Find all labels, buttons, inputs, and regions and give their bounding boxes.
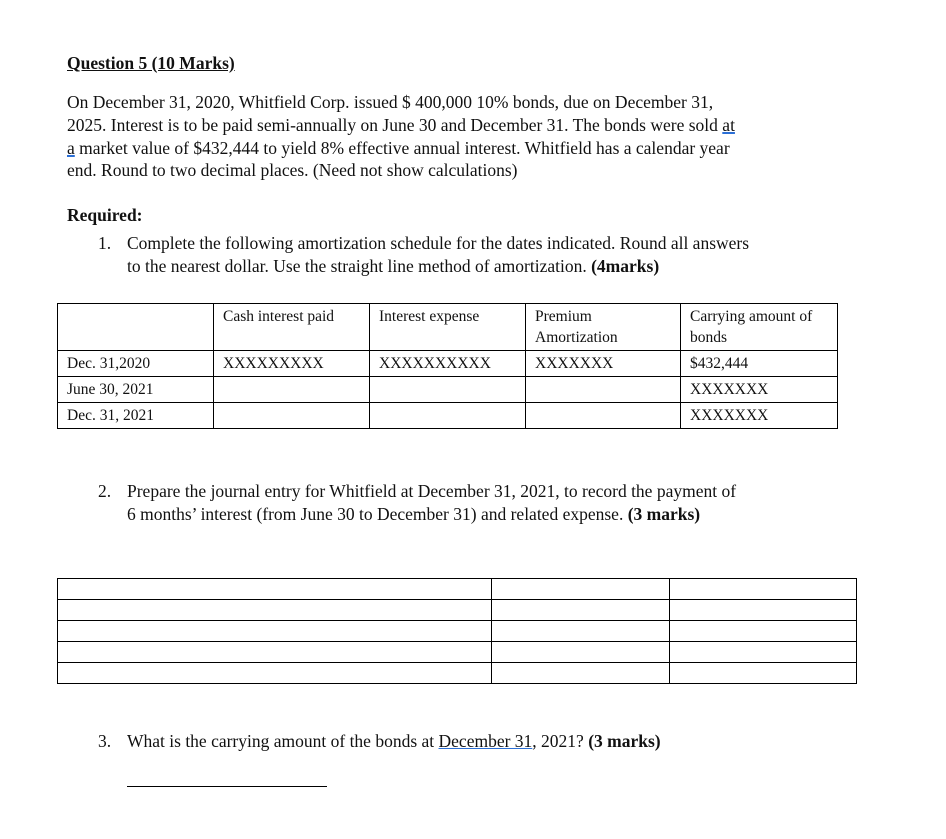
schedule-header-row (58, 304, 838, 351)
question-intro (67, 91, 847, 182)
table-cell-input[interactable] (370, 377, 526, 403)
part-3-marks: (3 marks) (588, 731, 661, 751)
part-3-number: 3. (98, 731, 112, 751)
table-cell: $432,444 (681, 351, 838, 377)
part-2-instruction (98, 480, 868, 530)
header-cell-cash-interest: Cash interest paid (214, 304, 370, 351)
part-3-text-before: What is the carrying amount of the bonds at (127, 731, 439, 751)
table-cell-input[interactable] (526, 403, 681, 429)
intro-line-1: On December 31, 2020, Whitfield Corp. issued $ 400,000 10% bonds, due on December 31, (67, 92, 714, 112)
journal-row (58, 579, 857, 600)
part-1-instruction (98, 232, 858, 282)
journal-debit-cell[interactable] (492, 579, 670, 600)
part-2-line-1: Prepare the journal entry for Whitfield at December 31, 2021, to record the payment of (127, 481, 737, 501)
journal-row (58, 642, 857, 663)
part-2-line-2: 6 months’ interest (from June 30 to December 31) and related expense. (127, 504, 628, 524)
intro-line-4: end. Round to two decimal places. (Need not show calculations) (67, 160, 518, 181)
header-cell-carrying-amount: Carrying amount of bonds (681, 304, 838, 351)
part-3-text-after: , 2021? (532, 731, 589, 751)
journal-credit-cell[interactable] (670, 642, 857, 663)
journal-credit-cell[interactable] (670, 579, 857, 600)
journal-entry-table (57, 578, 857, 684)
part-2-marks: (3 marks) (627, 504, 701, 524)
journal-debit-cell[interactable] (492, 600, 670, 621)
intro-line-2: 2025. Interest is to be paid semi-annually on June 30 and December 31. The bonds were sold (67, 114, 723, 135)
table-cell: XXXXXXXXX (214, 351, 370, 377)
journal-account-cell[interactable] (58, 663, 492, 684)
table-cell: Dec. 31,2020 (58, 351, 214, 377)
table-cell: June 30, 2021 (58, 377, 214, 403)
journal-row (58, 663, 857, 684)
journal-credit-cell[interactable] (670, 663, 857, 684)
part-1-marks: (4marks) (591, 256, 660, 276)
part-3-date-link: December 31 (438, 731, 533, 751)
table-cell-input[interactable] (214, 377, 370, 403)
amortization-schedule-table (57, 303, 838, 429)
journal-account-cell[interactable] (58, 621, 492, 642)
intro-link-a: a (67, 137, 75, 158)
header-cell-date (58, 304, 214, 351)
part-3-instruction (98, 730, 868, 760)
table-row (58, 351, 838, 377)
table-cell: XXXXXXX (681, 403, 838, 429)
journal-account-cell[interactable] (58, 642, 492, 663)
table-cell-input[interactable] (526, 377, 681, 403)
journal-credit-cell[interactable] (670, 600, 857, 621)
answer-line[interactable] (127, 786, 327, 787)
table-row (58, 403, 838, 429)
intro-link-at: at (722, 114, 735, 135)
required-label: Required: (67, 205, 143, 225)
header-cell-interest-expense: Interest expense (370, 304, 526, 351)
journal-debit-cell[interactable] (492, 621, 670, 642)
table-cell: Dec. 31, 2021 (58, 403, 214, 429)
question-title: Question 5 (10 Marks) (67, 53, 235, 73)
header-cell-premium-amortization: Premium Amortization (526, 304, 681, 351)
journal-debit-cell[interactable] (492, 663, 670, 684)
table-row (58, 377, 838, 403)
journal-account-cell[interactable] (58, 600, 492, 621)
journal-account-cell[interactable] (58, 579, 492, 600)
table-cell: XXXXXXXXXX (370, 351, 526, 377)
journal-debit-cell[interactable] (492, 642, 670, 663)
table-cell-input[interactable] (370, 403, 526, 429)
intro-line-3: market value of $432,444 to yield 8% effective annual interest. Whitfield has a calendar year (74, 137, 730, 158)
journal-row (58, 600, 857, 621)
part-1-line-2: to the nearest dollar. Use the straight line method of amortization. (127, 256, 592, 276)
journal-credit-cell[interactable] (670, 621, 857, 642)
part-1-number: 1. (98, 233, 112, 253)
journal-row (58, 621, 857, 642)
table-cell: XXXXXXX (681, 377, 838, 403)
table-cell-input[interactable] (214, 403, 370, 429)
part-1-line-1: Complete the following amortization schedule for the dates indicated. Round all answers (127, 233, 750, 253)
part-2-number: 2. (98, 481, 112, 501)
table-cell: XXXXXXX (526, 351, 681, 377)
